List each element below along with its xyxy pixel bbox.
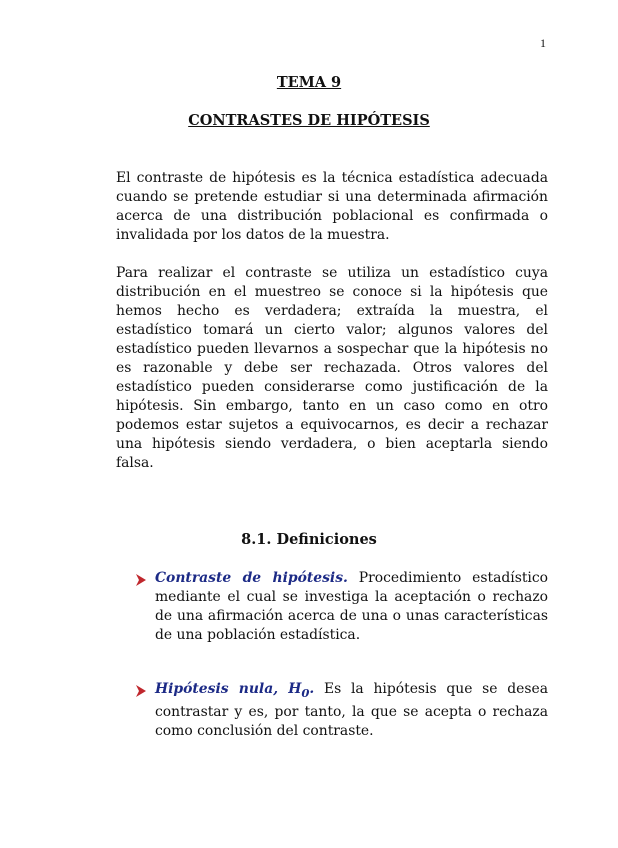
definition-item <box>155 680 548 741</box>
page-number: 1 <box>540 36 546 50</box>
section-heading: 8.1. Definiciones <box>241 531 377 548</box>
bullet-arrow-icon <box>134 684 148 698</box>
definition-text: Es la hipótesis que se desea contrastar y es, por tanto, la que se acepta o rechaza como conclusión del contraste. <box>155 681 548 739</box>
term-subscript: 0 <box>301 685 310 700</box>
definition-item <box>155 569 548 645</box>
bullet-arrow-icon <box>134 573 148 587</box>
body-paragraph: Para realizar el contraste se utiliza un estadístico cuya distribución en el muestreo se conoce si la hipótesis que hemos hecho es verdadera; extraída la muestra, el estadístico tomará un cierto valor; algunos valores del estadístico pueden llevarnos a sospechar que la hipótesis no es razonable y debe ser rechazada. Otros valores del estadístico pueden considerarse como justificación de la hipótesis. Sin embargo, tanto en un caso como en otro podemos estar sujetos a equivocarnos, es decir a rechazar una hipótesis siendo verdadera, o bien aceptarla siendo falsa. <box>116 265 548 471</box>
chapter-subtitle: CONTRASTES DE HIPÓTESIS <box>188 112 430 129</box>
term-prefix: Hipótesis nula, H <box>155 681 302 697</box>
definition-term <box>155 681 315 700</box>
term-suffix: . <box>309 681 315 697</box>
chapter-title: TEMA 9 <box>276 74 342 91</box>
definition-term: Contraste de hipótesis. <box>155 570 348 586</box>
intro-paragraph: El contraste de hipótesis es la técnica estadística adecuada cuando se pretende estudiar si una determinada afirmación acerca de una distribución poblacional es confirmada o invalidada por los datos de la muestra. <box>116 170 548 243</box>
definition-text: Procedimiento estadístico mediante el cual se investiga la aceptación o rechazo de una afirmación acerca de una o unas características de una población estadística. <box>155 570 548 643</box>
